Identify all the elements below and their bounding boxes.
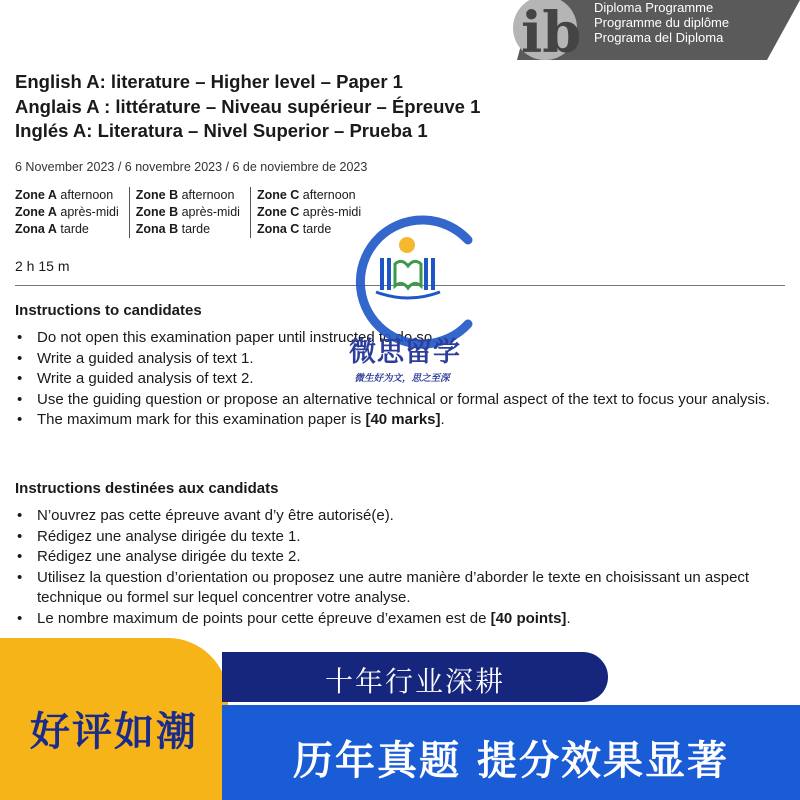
max-mark-suffix: .: [440, 411, 445, 428]
max-mark-value: [40 marks]: [365, 411, 441, 428]
max-points-suffix: .: [566, 609, 571, 627]
zone-label: Zone A: [15, 205, 57, 219]
list-item: • Write a guided analysis of text 1.: [15, 349, 790, 370]
zone-row: [257, 187, 361, 204]
zone-label: Zone C: [256, 205, 300, 219]
watermark-title: 微思留学: [349, 337, 461, 368]
zone-row: [136, 204, 240, 221]
zone-row: [136, 187, 240, 204]
zone-time: tarde: [302, 222, 332, 236]
zone-row: [15, 187, 119, 204]
promo-left-text: 好评如潮: [30, 709, 198, 755]
exam-date: 6 November 2023 / 6 novembre 2023 / 6 de noviembre de 2023: [15, 160, 368, 174]
zone-time: après-midi: [181, 205, 240, 219]
title-es: Inglés A: Literatura – Nivel Superior – Prueba 1: [15, 120, 428, 141]
zone-table: [15, 187, 377, 238]
title-en: English A: literature – Higher level – Paper 1: [15, 71, 403, 92]
zone-label: Zone B: [135, 188, 179, 202]
zone-time: après-midi: [60, 205, 119, 219]
max-mark-text: The maximum mark for this examination paper is: [37, 411, 366, 428]
list-item: • Rédigez une analyse dirigée du texte 1.: [15, 527, 790, 548]
programme-line-fr: Programme du diplôme: [594, 15, 730, 30]
svg-text:ib: ib: [521, 0, 582, 60]
instructions-fr: [15, 480, 790, 629]
programme-line-es: Programa del Diploma: [594, 30, 724, 45]
zone-row: [15, 221, 119, 238]
watermark-slogan: 微生好为文，思之至深: [354, 373, 450, 384]
list-item: • Use the guiding question or propose an alternative technical or formal aspect of the text to focus your analysis.: [15, 390, 790, 411]
zone-label: Zona B: [135, 222, 179, 236]
programme-name: [594, 0, 729, 45]
title-fr: Anglais A : littérature – Niveau supérieur – Épreuve 1: [15, 95, 481, 117]
book-icon: [376, 258, 440, 298]
instructions-fr-list: [15, 506, 790, 629]
zone-time: tarde: [181, 222, 211, 236]
instructions-en-title: Instructions to candidates: [15, 302, 202, 319]
max-points-value: [40 points]: [490, 609, 567, 627]
zone-time: après-midi: [302, 205, 362, 219]
zone-label: Zone B: [135, 205, 179, 219]
zone-label: Zona A: [15, 222, 57, 236]
zone-column-a: [15, 187, 130, 238]
list-item: • Rédigez une analyse dirigée du texte 2.: [15, 547, 790, 568]
zone-row: [136, 221, 240, 238]
list-item: • Do not open this examination paper until instructed to do so.: [15, 328, 790, 349]
zone-label: Zone C: [256, 188, 300, 202]
zone-row: [15, 204, 119, 221]
zone-time: tarde: [60, 222, 89, 236]
list-item: • Write a guided analysis of text 2.: [15, 369, 790, 390]
zone-time: afternoon: [60, 188, 114, 202]
promo-bottom-text: 历年真题 提分效果显著: [293, 738, 729, 784]
list-item: [15, 410, 790, 431]
instructions-fr-title: Instructions destinées aux candidats: [15, 480, 279, 497]
programme-line-en: Diploma Programme: [594, 0, 714, 15]
exam-duration: 2 h 15 m: [15, 258, 70, 274]
zone-time: afternoon: [181, 188, 235, 202]
max-points-text: Le nombre maximum de points pour cette épreuve d’examen est de: [37, 609, 491, 627]
paper-titles: [15, 70, 480, 144]
zone-label: Zona C: [256, 222, 300, 236]
zone-label: Zone A: [15, 188, 57, 202]
list-item: • N’ouvrez pas cette épreuve avant d’y être autorisé(e).: [15, 506, 790, 527]
zone-column-b: [136, 187, 251, 238]
zone-time: afternoon: [302, 188, 356, 202]
list-item: • Utilisez la question d’orientation ou proposez une autre manière d’aborder le texte en choisissant un aspect technique ou formel sur lequel concentrer votre analyse.: [15, 568, 790, 609]
promo-top-text: 十年行业深耕: [324, 665, 505, 698]
list-item: [15, 609, 790, 630]
